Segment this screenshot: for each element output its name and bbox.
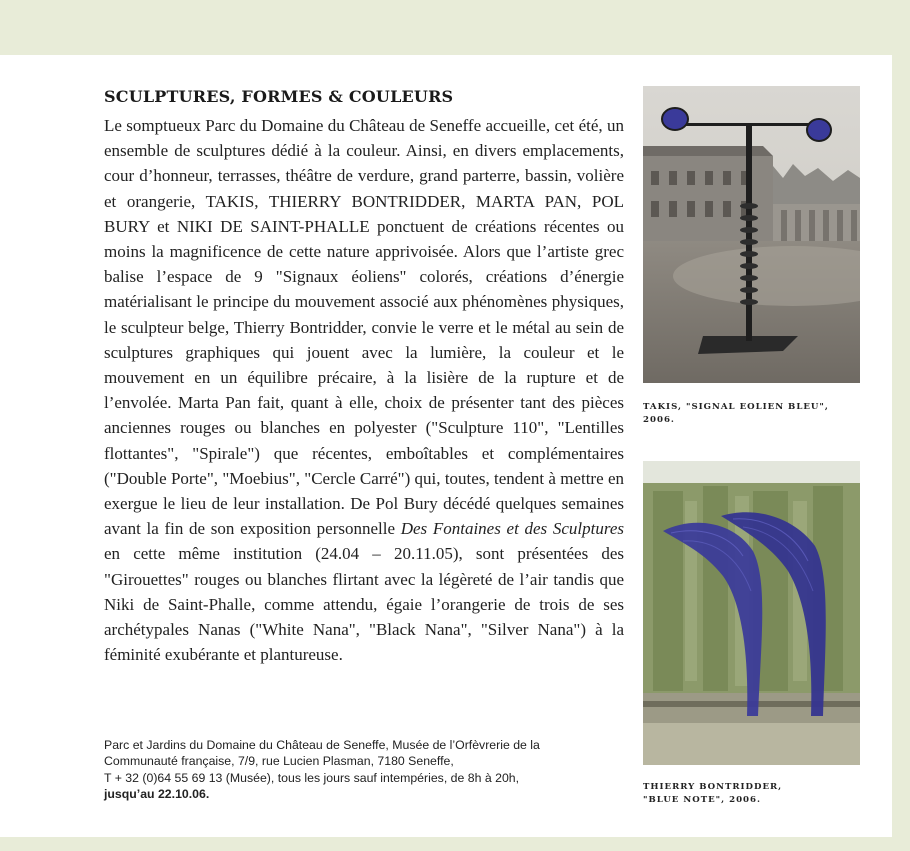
venue-info-line: T + 32 (0)64 55 69 13 (Musée), tous les jours sauf intempéries, de 8h à 20h,: [104, 770, 520, 785]
caption-line: 2006.: [643, 415, 675, 425]
photo-bontridder-caption: [643, 781, 873, 807]
caption-line: TAKIS, "SIGNAL EOLIEN BLEU",: [643, 402, 829, 412]
article-body: [104, 113, 624, 667]
article: [104, 87, 624, 667]
venue-info-line: Parc et Jardins du Domaine du Château de Seneffe, Musée de l’Orfèvrerie de la: [104, 738, 540, 752]
exhibition-title: Des Fontaines et des Sculptures: [400, 519, 624, 539]
article-body-part1: Le somptueux Parc du Domaine du Château de Seneffe accueille, cet été, un ensemble de sculptures dédié à la couleur. Ainsi, en divers emplacements, cour d’honneur, terrasses, théâtre de verdure, grand parterre, bassin, volière et orangerie, TAKIS, THIERRY BONTRIDDER, MARTA PAN, POL BURY et NIKI DE SAINT-PHALLE ponctuent de créations récentes ou moins la magnificence de cette nature apprivoisée. Alors que l’artiste grec balise l’espace de 9 "Signaux éoliens" colorés, créations d’énergie matérialisant le principe du mouvement associé aux phénomènes physiques, le sculpteur belge, Thierry Bontridder, convie le verre et le métal au sein de sculptures graphiques qui jouent avec la lumière, la couleur et le mouvement en un équilibre précaire, à la lisière de la rupture et de l’envolée. Marta Pan fait, quant à elle, choix de présenter tant des pièces anciennes rouges ou blanches en polyester ("Sculpture 110", "Lentilles flottantes", "Spirale") que récentes, emboîtables et complémentaires ("Double Porte", "Moebius", "Cercle Carré") qui, toutes, tendent à mettre en exergue le lieu de leur installation. De Pol Bury décédé quelques semaines avant la fin de son exposition personnelle: [104, 116, 624, 539]
photo-takis-image: [643, 86, 860, 383]
caption-line: "BLUE NOTE", 2006.: [643, 795, 762, 805]
venue-info: [104, 737, 624, 803]
article-title: SCULPTURES, FORMES & COULEURS: [104, 87, 454, 106]
article-page: [0, 55, 892, 837]
photo-bontridder-image: [643, 461, 860, 765]
venue-info-dates: jusqu’au 22.10.06.: [104, 787, 210, 802]
photo-takis-caption: [643, 401, 873, 427]
article-body-part2: en cette même institution (24.04 – 20.11.05), sont présentées des "Girouettes" rouges ou blanches flirtant avec la légèreté de l’air tandis que Niki de Saint-Phalle, comme attendu, égaie l’orangerie de trois de ses archétypales Nanas ("White Nana", "Black Nana", "Silver Nana") à la féminité exubérante et plantureuse.: [104, 544, 624, 665]
photo-bontridder-blue-note: [643, 461, 860, 765]
venue-info-line: Communauté française, 7/9, rue Lucien Plasman, 7180 Seneffe,: [104, 754, 454, 769]
photo-takis-signal-eolien: [643, 86, 860, 383]
caption-line: THIERRY BONTRIDDER,: [643, 782, 783, 792]
